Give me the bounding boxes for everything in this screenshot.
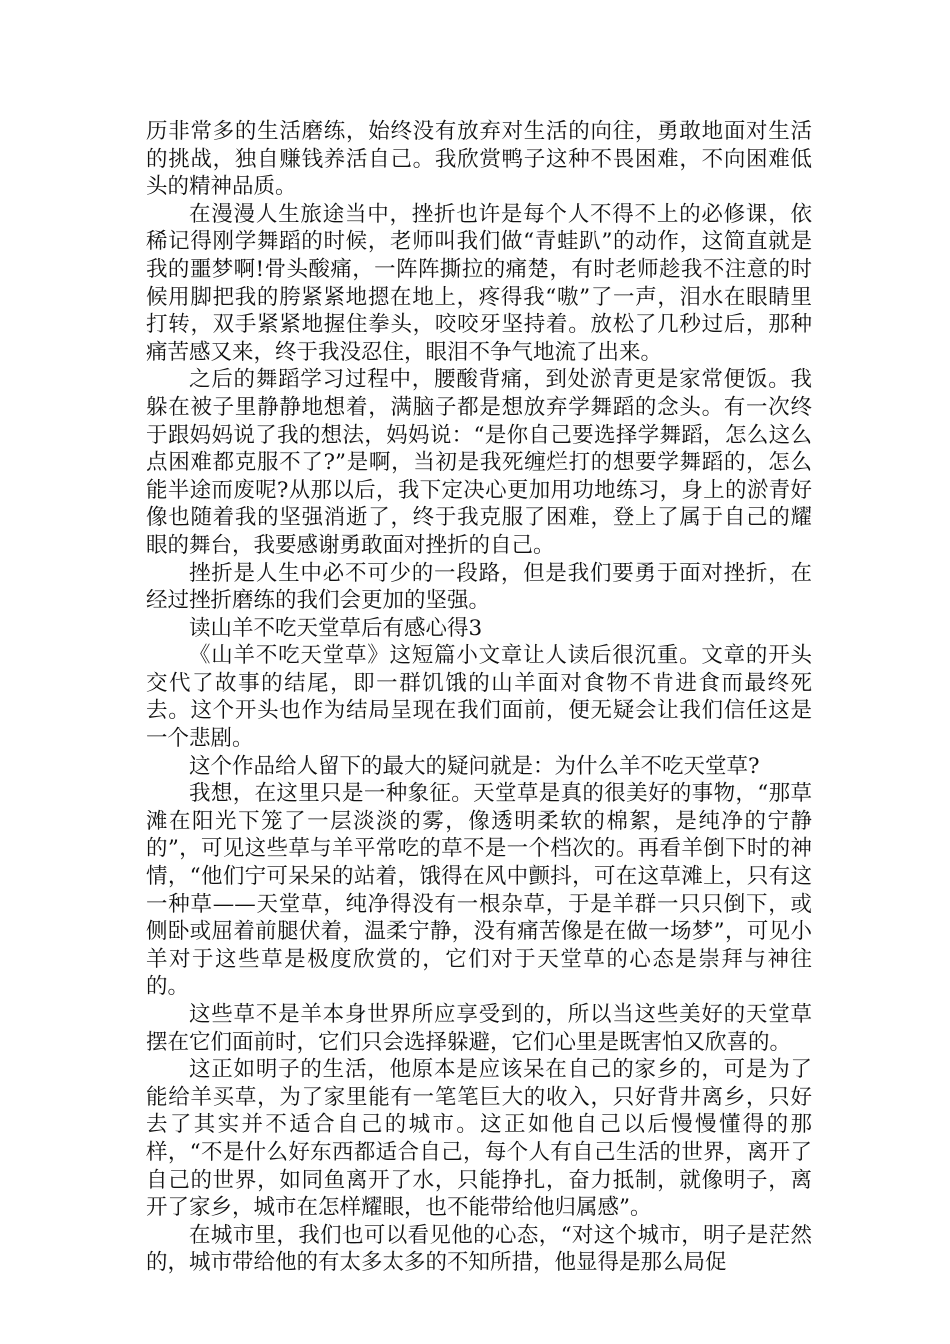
paragraph: 挫折是人生中必不可少的一段路，但是我们要勇于面对挫折，在经过挫折磨练的我们会更加的坚强。 (146, 560, 812, 614)
paragraph: 这个作品给人留下的最大的疑问就是：为什么羊不吃天堂草? (189, 753, 760, 779)
paragraph: 在城市里，我们也可以看见他的心态，“对这个城市，明子是茫然的，城市带给他的有太多太多的不知所措，他显得是那么局促 (146, 1222, 812, 1276)
document-body (146, 118, 812, 1277)
paragraph: 这些草不是羊本身世界所应享受到的，所以当这些美好的天堂草摆在它们面前时，它们只会选择躲避，它们心里是既害怕又欣喜的。 (146, 1002, 812, 1055)
section-heading: 读山羊不吃天堂草后有感心得3 (189, 615, 483, 641)
paragraph: 这正如明子的生活，他原本是应该呆在自己的家乡的，可是为了能给羊买草，为了家里能有一笔笔巨大的收入，只好背井离乡，只好去了其实并不适合自己的城市。这正如他自己以后慢慢懂得的那样，“不是什么好东西都适合自己，每个人有自己生活的世界，离开了自己的世界，如同鱼离开了水，只能挣扎，奋力抵制，就像明子，离开了家乡，城市在怎样耀眼，也不能带给他归属感”。 (146, 1057, 812, 1221)
paragraph: 在漫漫人生旅途当中，挫折也许是每个人不得不上的必修课，依稀记得刚学舞蹈的时候，老师叫我们做“青蛙趴”的动作，这简直就是我的噩梦啊!骨头酸痛，一阵阵撕拉的痛楚，有时老师趁我不注意的时候用脚把我的胯紧紧地摁在地上，疼得我“嗷”了一声，泪水在眼睛里打转，双手紧紧地握住拳头，咬咬牙坚持着。放松了几秒过后，那种痛苦感又来，终于我没忍住，眼泪不争气地流了出来。 (146, 201, 812, 365)
paragraph: 我想，在这里只是一种象征。天堂草是真的很美好的事物，“那草滩在阳光下笼了一层淡淡的雾，像透明柔软的棉絮，是纯净的宁静的”，可见这些草与羊平常吃的草不是一个档次的。再看羊倒下时的神情，“他们宁可呆呆的站着，饿得在风中颤抖，可在这草滩上，只有这一种草——天堂草，纯净得没有一根杂草，于是羊群一只只倒下，或侧卧或屈着前腿伏着，温柔宁静，没有痛苦像是在做一场梦”，可见小羊对于这些草是极度欣赏的，它们对于天堂草的心态是崇拜与神往的。 (146, 781, 812, 1000)
paragraph: 之后的舞蹈学习过程中，腰酸背痛，到处淤青更是家常便饭。我躲在被子里静静地想着，满脑子都是想放弃学舞蹈的念头。有一次终于跟妈妈说了我的想法，妈妈说：“是你自己要选择学舞蹈，怎么这么点困难都克服不了?”是啊，当初是我死缠烂打的想要学舞蹈的，怎么能半途而废呢?从那以后，我下定决心更加用功地练习，身上的淤青好像也随着我的坚强消逝了，终于我克服了困难，登上了属于自己的耀眼的舞台，我要感谢勇敢面对挫折的自己。 (146, 367, 812, 558)
paragraph: 《山羊不吃天堂草》这短篇小文章让人读后很沉重。文章的开头交代了故事的结尾，即一群饥饿的山羊面对食物不肯进食而最终死去。这个开头也作为结局呈现在我们面前，便无疑会让我们信任这是一个悲剧。 (146, 643, 812, 752)
paragraph: 历非常多的生活磨练，始终没有放弃对生活的向往，勇敢地面对生活的挑战，独自赚钱养活自己。我欣赏鸭子这种不畏困难，不向困难低头的精神品质。 (146, 119, 812, 200)
